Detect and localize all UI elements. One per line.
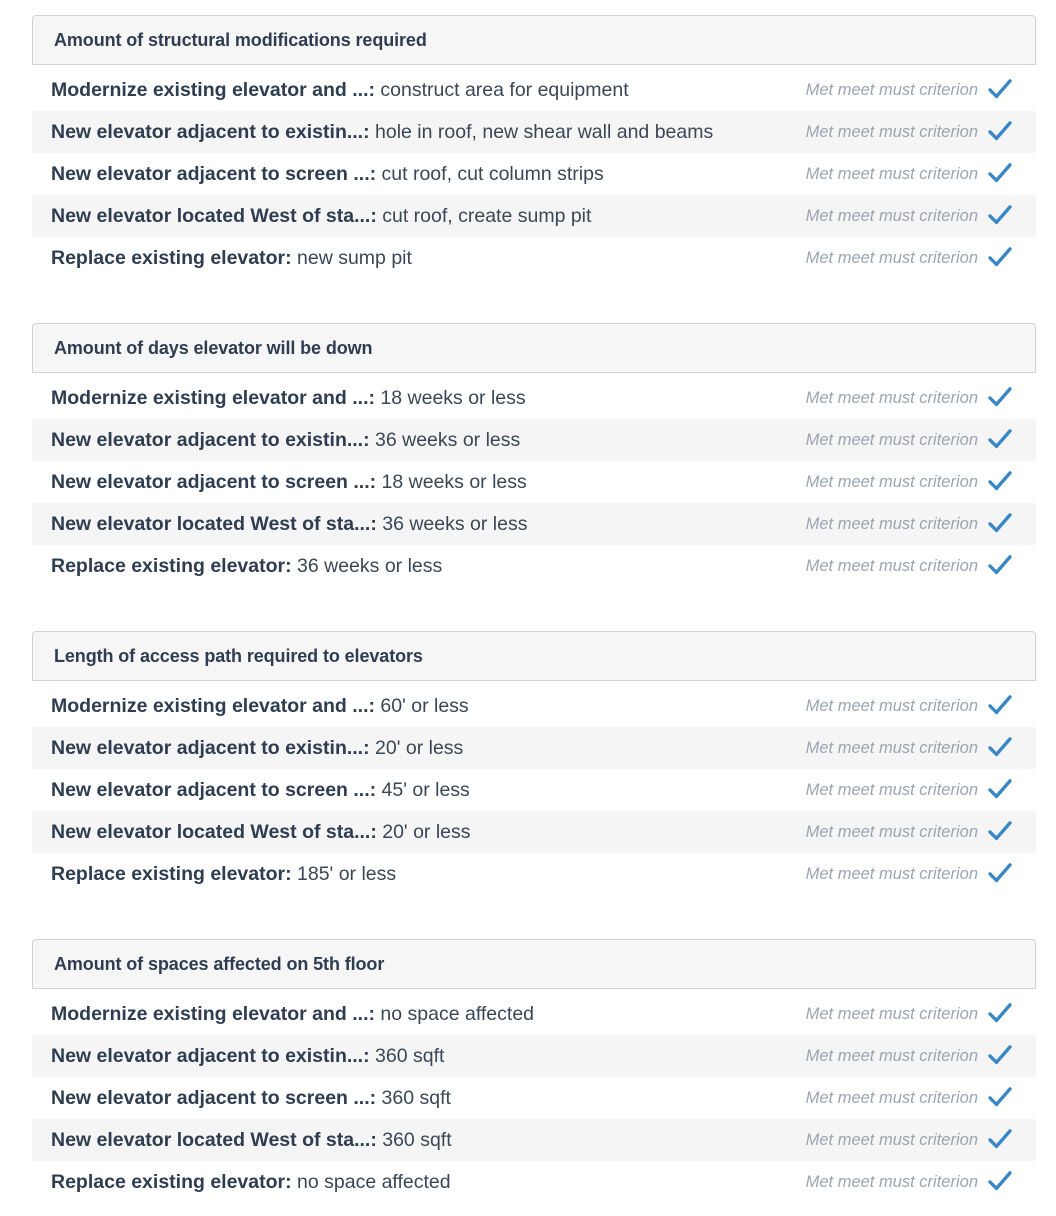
- criterion-rows: [32, 993, 1036, 1203]
- checkmark-icon: [988, 120, 1012, 142]
- criterion-row: [32, 685, 1036, 727]
- criterion-status: Met meet must criterion: [805, 472, 978, 491]
- option-name: New elevator adjacent to screen ...:: [51, 1086, 377, 1109]
- criterion-section: [32, 323, 1036, 587]
- option-name: Modernize existing elevator and ...:: [51, 386, 375, 409]
- criterion-status: Met meet must criterion: [805, 1046, 978, 1065]
- criterion-row: [32, 377, 1036, 419]
- criterion-row: [32, 853, 1036, 895]
- option-name: Replace existing elevator:: [51, 246, 292, 269]
- option-name: New elevator located West of sta...:: [51, 204, 377, 227]
- criterion-row: [32, 727, 1036, 769]
- criterion-rows: [32, 377, 1036, 587]
- option-name: New elevator adjacent to existin...:: [51, 120, 370, 143]
- option-value: 20' or less: [369, 736, 464, 759]
- criterion-status: Met meet must criterion: [805, 738, 978, 757]
- option-value: 185' or less: [291, 862, 397, 885]
- option-value: construct area for equipment: [375, 78, 629, 101]
- checkmark-icon: [988, 694, 1012, 716]
- option-value: 360 sqft: [376, 1128, 452, 1151]
- criterion-status: Met meet must criterion: [805, 696, 978, 715]
- option-name: Replace existing elevator:: [51, 554, 292, 577]
- option-value: 360 sqft: [369, 1044, 445, 1067]
- option-name: Modernize existing elevator and ...:: [51, 78, 375, 101]
- option-value: 36 weeks or less: [291, 554, 443, 577]
- criterion-status: Met meet must criterion: [805, 1004, 978, 1023]
- option-value: 36 weeks or less: [369, 428, 521, 451]
- checkmark-icon: [988, 862, 1012, 884]
- checkmark-icon: [988, 204, 1012, 226]
- option-value: new sump pit: [291, 246, 412, 269]
- option-name: New elevator located West of sta...:: [51, 512, 377, 535]
- criterion-status: Met meet must criterion: [805, 1088, 978, 1107]
- checkmark-icon: [988, 78, 1012, 100]
- criterion-status: Met meet must criterion: [805, 388, 978, 407]
- option-name: New elevator located West of sta...:: [51, 820, 377, 843]
- criterion-status: Met meet must criterion: [805, 556, 978, 575]
- criterion-status: Met meet must criterion: [805, 248, 978, 267]
- checkmark-icon: [988, 246, 1012, 268]
- criterion-rows: [32, 685, 1036, 895]
- option-name: New elevator adjacent to existin...:: [51, 1044, 370, 1067]
- option-name: Replace existing elevator:: [51, 1170, 292, 1193]
- criterion-row: [32, 111, 1036, 153]
- option-name: New elevator located West of sta...:: [51, 1128, 377, 1151]
- option-value: 20' or less: [376, 820, 471, 843]
- checkmark-icon: [988, 1086, 1012, 1108]
- checkmark-icon: [988, 820, 1012, 842]
- criterion-status: Met meet must criterion: [805, 122, 978, 141]
- criterion-status: Met meet must criterion: [805, 80, 978, 99]
- checkmark-icon: [988, 428, 1012, 450]
- criterion-status: Met meet must criterion: [805, 1130, 978, 1149]
- option-value: no space affected: [291, 1170, 451, 1193]
- option-value: 18 weeks or less: [376, 470, 527, 493]
- checkmark-icon: [988, 470, 1012, 492]
- option-name: New elevator adjacent to existin...:: [51, 736, 370, 759]
- checkmark-icon: [988, 512, 1012, 534]
- criterion-section: [32, 939, 1036, 1203]
- option-value: 45' or less: [376, 778, 470, 801]
- criterion-rows: [32, 69, 1036, 279]
- option-value: no space affected: [375, 1002, 535, 1025]
- option-value: 36 weeks or less: [376, 512, 528, 535]
- checkmark-icon: [988, 162, 1012, 184]
- criterion-section: [32, 631, 1036, 895]
- checkmark-icon: [988, 386, 1012, 408]
- checkmark-icon: [988, 1044, 1012, 1066]
- criterion-row: [32, 195, 1036, 237]
- criterion-row: [32, 1035, 1036, 1077]
- option-value: 360 sqft: [376, 1086, 451, 1109]
- criterion-row: [32, 419, 1036, 461]
- option-value: cut roof, cut column strips: [376, 162, 604, 185]
- section-title: Amount of structural modifications required: [32, 15, 1036, 65]
- option-name: New elevator adjacent to existin...:: [51, 428, 370, 451]
- criterion-status: Met meet must criterion: [805, 514, 978, 533]
- option-value: 60' or less: [375, 694, 469, 717]
- checkmark-icon: [988, 554, 1012, 576]
- criterion-row: [32, 1119, 1036, 1161]
- option-name: New elevator adjacent to screen ...:: [51, 778, 377, 801]
- criterion-row: [32, 237, 1036, 279]
- criterion-status: Met meet must criterion: [805, 864, 978, 883]
- option-name: New elevator adjacent to screen ...:: [51, 470, 377, 493]
- section-title: Length of access path required to elevators: [32, 631, 1036, 681]
- criterion-row: [32, 993, 1036, 1035]
- section-title: Amount of spaces affected on 5th floor: [32, 939, 1036, 989]
- criterion-section: [32, 15, 1036, 279]
- criterion-row: [32, 769, 1036, 811]
- checkmark-icon: [988, 1128, 1012, 1150]
- criterion-status: Met meet must criterion: [805, 206, 978, 225]
- criterion-row: [32, 1161, 1036, 1203]
- criterion-row: [32, 503, 1036, 545]
- checkmark-icon: [988, 778, 1012, 800]
- criterion-row: [32, 69, 1036, 111]
- criterion-status: Met meet must criterion: [805, 780, 978, 799]
- option-value: cut roof, create sump pit: [376, 204, 592, 227]
- criterion-status: Met meet must criterion: [805, 164, 978, 183]
- option-name: Modernize existing elevator and ...:: [51, 1002, 375, 1025]
- option-name: Replace existing elevator:: [51, 862, 292, 885]
- criterion-row: [32, 811, 1036, 853]
- option-name: Modernize existing elevator and ...:: [51, 694, 375, 717]
- criterion-status: Met meet must criterion: [805, 1172, 978, 1191]
- checkmark-icon: [988, 1002, 1012, 1024]
- criterion-row: [32, 545, 1036, 587]
- option-value: 18 weeks or less: [375, 386, 526, 409]
- criterion-row: [32, 153, 1036, 195]
- criterion-row: [32, 461, 1036, 503]
- section-title: Amount of days elevator will be down: [32, 323, 1036, 373]
- option-value: hole in roof, new shear wall and beams: [369, 120, 714, 143]
- checkmark-icon: [988, 1170, 1012, 1192]
- checkmark-icon: [988, 736, 1012, 758]
- criterion-status: Met meet must criterion: [805, 430, 978, 449]
- criterion-status: Met meet must criterion: [805, 822, 978, 841]
- option-name: New elevator adjacent to screen ...:: [51, 162, 377, 185]
- criterion-row: [32, 1077, 1036, 1119]
